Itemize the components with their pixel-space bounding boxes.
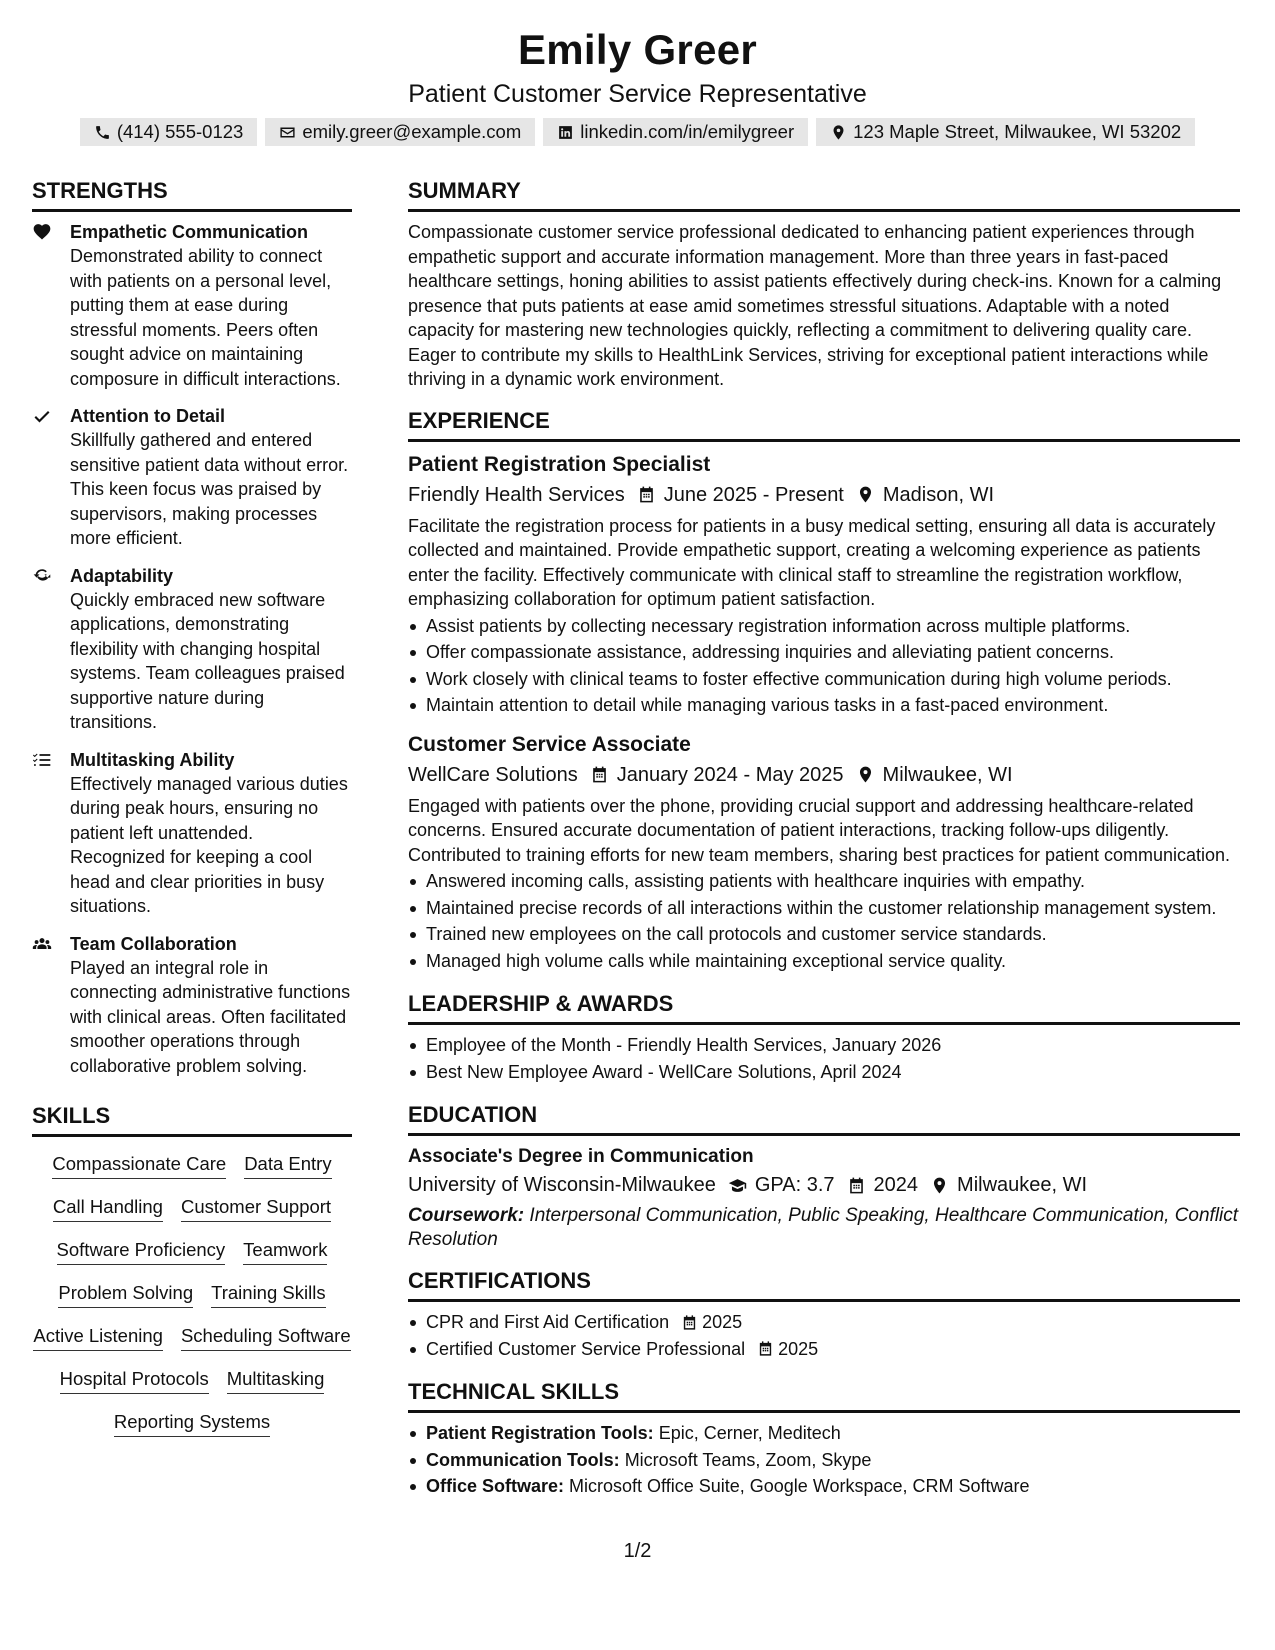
job-location: Milwaukee, WI xyxy=(882,763,1013,786)
certification-item xyxy=(408,1337,1240,1362)
strength-item xyxy=(32,404,352,551)
school-name: University of Wisconsin-Milwaukee xyxy=(408,1174,716,1196)
experience-heading: EXPERIENCE xyxy=(408,406,1240,442)
strength-title: Empathetic Communication xyxy=(70,222,309,242)
job-dates: June 2025 - Present xyxy=(663,483,844,506)
certification-name: Certified Customer Service Professional xyxy=(426,1338,746,1359)
school-location: Milwaukee, WI xyxy=(957,1174,1088,1196)
coursework-list: Interpersonal Communication, Public Speaking, Healthcare Communication, Conflict Resolution xyxy=(408,1205,1239,1250)
summary-heading: SUMMARY xyxy=(408,176,1240,212)
leadership-heading: LEADERSHIP & AWARDS xyxy=(408,989,1240,1025)
job-description: Engaged with patients over the phone, providing crucial support and addressing healthcare-related concerns. Ensured accurate documentation of patient interactions, tracking follow-ups diligently. Contributed to training efforts for new team members, sharing best practices for patient communication. xyxy=(408,795,1231,865)
list-item: Answered incoming calls, assisting patients with healthcare inquiries with empathy. xyxy=(408,869,1240,894)
tech-skill-label: Office Software: xyxy=(426,1476,565,1496)
skill-tag: Active Listening xyxy=(33,1324,163,1351)
skill-tag: Software Proficiency xyxy=(57,1238,226,1265)
skills-list xyxy=(32,1145,352,1441)
list-item: Assist patients by collecting necessary registration information across multiple platforms. xyxy=(408,614,1240,639)
list-item xyxy=(408,1448,1240,1473)
certification-item xyxy=(408,1310,1240,1335)
list-item: Trained new employees on the call protocols and customer service standards. xyxy=(408,922,1240,947)
email-icon xyxy=(279,124,296,141)
contact-address xyxy=(816,118,1195,146)
location-icon xyxy=(930,1176,949,1195)
contact-phone-text: (414) 555-0123 xyxy=(116,121,244,142)
refresh-icon xyxy=(32,566,52,586)
tech-skill-value: Microsoft Office Suite, Google Workspace, CRM Software xyxy=(569,1476,1030,1496)
strength-item xyxy=(32,220,352,391)
skill-tag: Problem Solving xyxy=(58,1281,193,1308)
job-company: WellCare Solutions xyxy=(408,763,578,786)
strength-title: Team Collaboration xyxy=(70,933,237,954)
contact-address-text: 123 Maple Street, Milwaukee, WI 53202 xyxy=(853,121,1182,142)
strength-description: Demonstrated ability to connect with patients on a personal level, putting them at ease during stressful moments. Peers often sought advice on maintaining composure in difficult interactions. xyxy=(70,246,341,389)
users-icon xyxy=(32,934,52,954)
list-item: Managed high volume calls while maintaining exceptional service quality. xyxy=(408,949,1240,974)
coursework xyxy=(408,1204,1240,1252)
certifications-list xyxy=(408,1310,1240,1361)
graduation-year: 2024 xyxy=(873,1174,919,1196)
tech-skill-value: Epic, Cerner, Meditech xyxy=(658,1423,841,1443)
job-title: Customer Service Associate xyxy=(408,732,691,756)
job-title: Patient Registration Specialist xyxy=(408,452,711,476)
contact-email-text: emily.greer@example.com xyxy=(302,121,522,142)
skill-tag: Teamwork xyxy=(243,1238,327,1265)
job-meta xyxy=(408,760,1240,790)
contact-email[interactable] xyxy=(265,118,535,146)
contact-linkedin-text: linkedin.com/in/emilygreer xyxy=(580,121,795,142)
list-item: Work closely with clinical teams to foster effective communication during high volume periods. xyxy=(408,667,1240,692)
gpa-value: GPA: 3.7 xyxy=(754,1174,835,1196)
job-meta xyxy=(408,480,1240,510)
strength-description: Skillfully gathered and entered sensitive patient data without error. This keen focus was praised by supervisors, making processes more efficient. xyxy=(70,430,349,548)
heart-icon xyxy=(32,222,52,242)
job-company: Friendly Health Services xyxy=(408,483,625,506)
job-entry xyxy=(408,730,1240,974)
tech-skill-label: Patient Registration Tools: xyxy=(426,1423,654,1443)
page-number: 1/2 xyxy=(623,1540,652,1562)
strength-description: Quickly embraced new software applications, demonstrating flexibility with changing hospital systems. Team colleagues praised supportive nature during transitions. xyxy=(70,589,345,732)
calendar-icon xyxy=(847,1176,866,1195)
contact-phone[interactable] xyxy=(80,118,258,146)
linkedin-icon xyxy=(557,124,574,141)
education-heading: EDUCATION xyxy=(408,1100,1240,1136)
contact-linkedin[interactable] xyxy=(543,118,808,146)
skills-heading: SKILLS xyxy=(32,1101,352,1137)
degree-title: Associate's Degree in Communication xyxy=(408,1146,754,1167)
skill-tag: Call Handling xyxy=(53,1195,163,1222)
skill-tag: Training Skills xyxy=(211,1281,325,1308)
candidate-headline: Patient Customer Service Representative xyxy=(408,80,867,108)
skill-tag: Reporting Systems xyxy=(114,1410,270,1437)
skill-tag: Compassionate Care xyxy=(52,1152,226,1179)
coursework-label: Coursework: xyxy=(408,1205,525,1226)
location-icon xyxy=(856,485,875,504)
tech-skill-value: Microsoft Teams, Zoom, Skype xyxy=(624,1449,872,1470)
calendar-icon xyxy=(637,485,656,504)
strength-title: Multitasking Ability xyxy=(70,749,235,770)
strength-item xyxy=(32,932,352,1079)
job-bullets xyxy=(408,614,1240,718)
list-item xyxy=(408,1421,1240,1446)
list-item: Offer compassionate assistance, addressing inquiries and alleviating patient concerns. xyxy=(408,640,1240,665)
left-column xyxy=(32,176,352,1441)
technical-skills-heading: TECHNICAL SKILLS xyxy=(408,1377,1240,1413)
job-location: Madison, WI xyxy=(882,483,995,506)
technical-skills-list xyxy=(408,1421,1240,1499)
contact-bar xyxy=(0,118,1275,146)
calendar-icon xyxy=(590,765,609,784)
strength-item xyxy=(32,564,352,735)
calendar-icon xyxy=(757,1340,774,1357)
strength-title: Attention to Detail xyxy=(70,406,225,426)
job-bullets xyxy=(408,869,1240,973)
education-meta xyxy=(408,1170,1240,1200)
skill-tag: Scheduling Software xyxy=(181,1324,351,1351)
right-column xyxy=(408,176,1240,1501)
skill-tag: Data Entry xyxy=(244,1152,331,1179)
certifications-heading: CERTIFICATIONS xyxy=(408,1266,1240,1302)
job-description: Facilitate the registration process for patients in a busy medical setting, ensuring all data is accurately collected and maintained. Provide empathetic support, creating a welcoming experience as patients enter the facility. Effectively communicate with clinical staff to streamline the registration workflow, emphasizing collaboration for optimum patient satisfaction. xyxy=(408,515,1216,609)
strength-title: Adaptability xyxy=(70,565,174,586)
location-icon xyxy=(830,124,847,141)
certification-year: 2025 xyxy=(778,1338,819,1359)
strength-description: Effectively managed various duties during peak hours, ensuring no patient left unattended. Recognized for keeping a cool head and clear priorities in busy situations. xyxy=(70,773,348,916)
list-item: Best New Employee Award - WellCare Solutions, April 2024 xyxy=(408,1060,1240,1085)
certification-year: 2025 xyxy=(702,1312,743,1332)
strength-description: Played an integral role in connecting administrative functions with clinical areas. Often facilitated smoother operations through collaborative problem solving. xyxy=(70,957,351,1076)
strengths-heading: STRENGTHS xyxy=(32,176,352,212)
skill-tag: Multitasking xyxy=(227,1367,325,1394)
candidate-name: Emily Greer xyxy=(517,26,758,73)
skill-tag: Customer Support xyxy=(181,1195,331,1222)
check-icon xyxy=(32,406,52,426)
list-item: Maintained precise records of all interactions within the customer relationship management system. xyxy=(408,896,1240,921)
skill-tag: Hospital Protocols xyxy=(60,1367,209,1394)
phone-icon xyxy=(94,124,111,141)
list-item xyxy=(408,1474,1240,1499)
summary-text: Compassionate customer service professional dedicated to enhancing patient experiences through empathetic support and accurate information management. More than three years in fast-paced healthcare settings, honing abilities to assist patients effectively during check-ins. Known for a calming presence that puts patients at ease amid sometimes stressful situations. Adaptable with a noted capacity for mastering new technologies quickly, reflecting a commitment to delivering quality care. Eager to contribute my skills to HealthLink Services, striving for exceptional patient interactions while thriving in a dynamic work environment. xyxy=(408,222,1222,389)
job-dates: January 2024 - May 2025 xyxy=(616,763,844,786)
calendar-icon xyxy=(681,1314,698,1331)
certification-name: CPR and First Aid Certification xyxy=(426,1312,670,1332)
location-icon xyxy=(856,765,875,784)
list-item: Maintain attention to detail while managing various tasks in a fast-paced environment. xyxy=(408,693,1240,718)
graduation-cap-icon xyxy=(728,1176,747,1195)
resume-header xyxy=(0,0,1275,146)
strength-item xyxy=(32,748,352,919)
task-list-icon xyxy=(32,750,52,770)
list-item: Employee of the Month - Friendly Health Services, January 2026 xyxy=(408,1033,1240,1058)
job-entry xyxy=(408,450,1240,718)
leadership-list xyxy=(408,1033,1240,1084)
tech-skill-label: Communication Tools: xyxy=(426,1449,620,1470)
